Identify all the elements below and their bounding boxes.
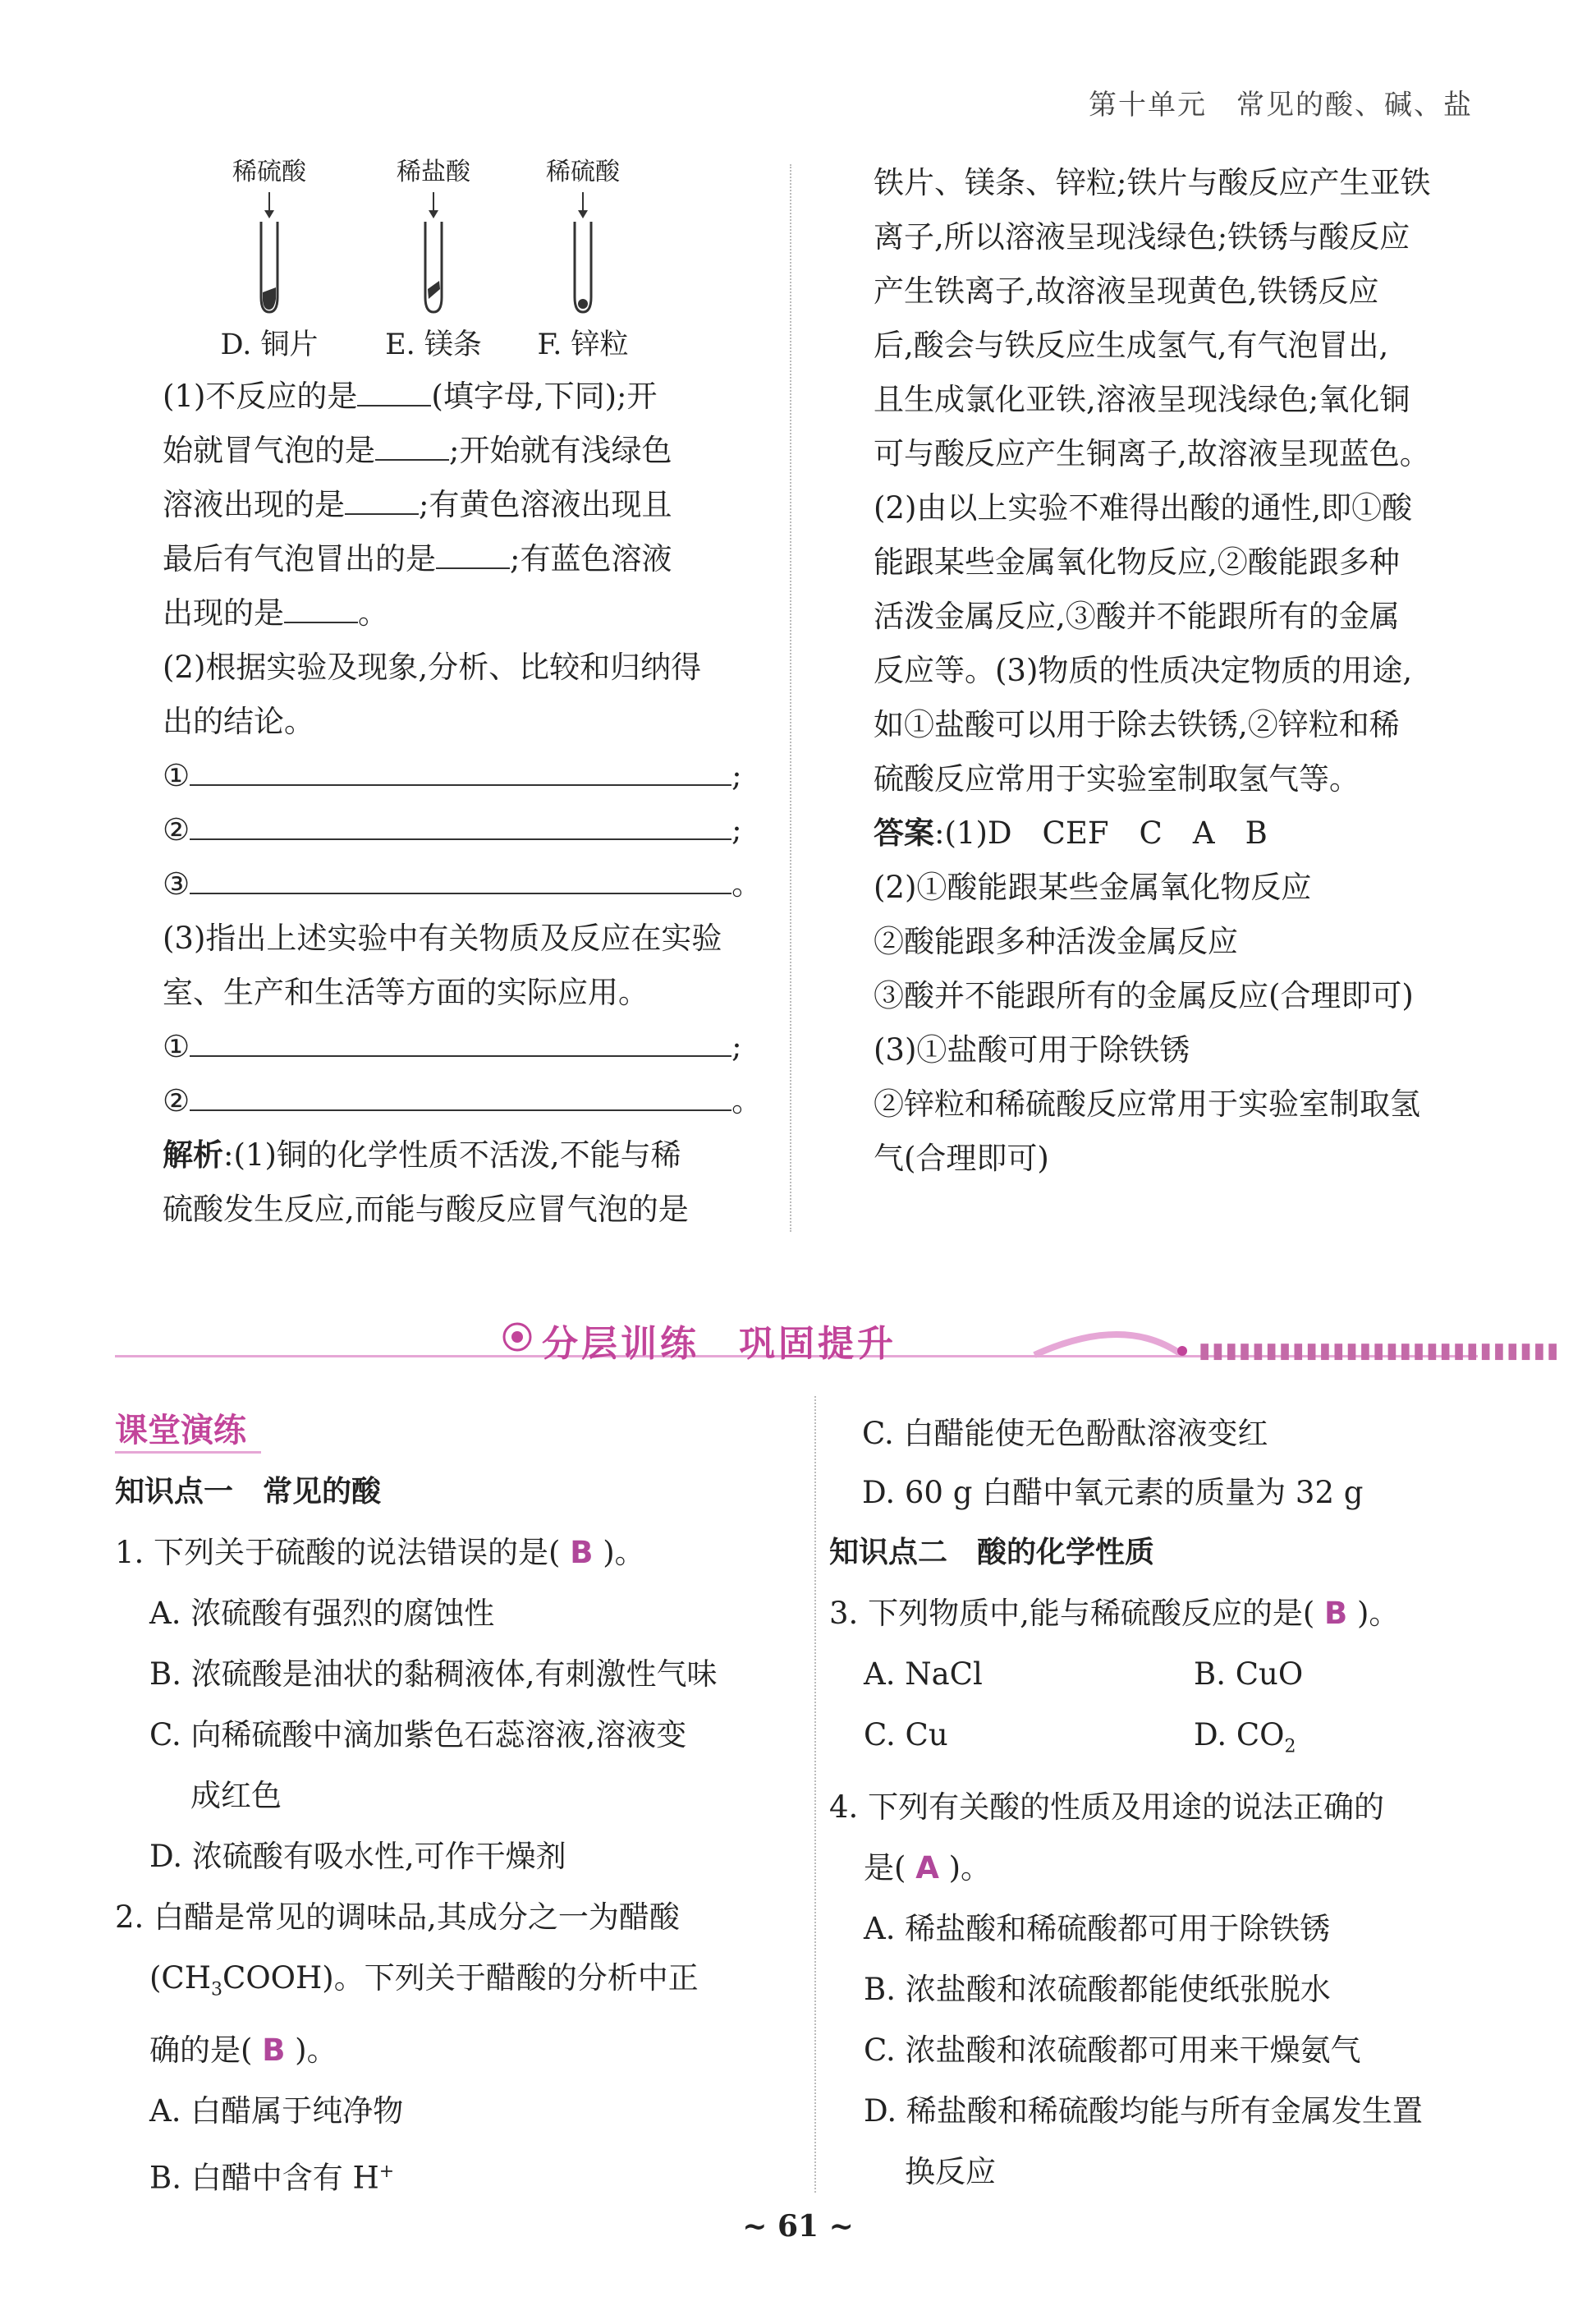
option: D. 浓硫酸有吸水性,可作干燥剂 — [149, 1839, 566, 1874]
target-icon — [501, 1321, 534, 1353]
tube-caption: F. 锌粒 — [537, 328, 629, 361]
tube-d — [204, 156, 335, 361]
text-line: 溶液出现的是 ;有黄色溶液出现且 — [163, 487, 672, 522]
application-line: ① ; — [163, 1029, 742, 1064]
answer-blank[interactable] — [345, 489, 419, 515]
analysis-line: 且生成氯化亚铁,溶液呈现浅绿色;氧化铜 — [874, 382, 1410, 417]
question-4-line: 是( A )。 — [864, 1850, 992, 1886]
sub-section-heading: 课堂演练 — [115, 1404, 261, 1454]
option: A. 白醋属于纯净物 — [149, 2093, 404, 2129]
answer-line: ②酸能跟多种活泼金属反应 — [874, 924, 1238, 959]
text-line: (2)根据实验及现象,分析、比较和归纳得 — [163, 650, 702, 685]
option: A. NaCl — [864, 1656, 983, 1692]
options-row — [829, 1644, 1502, 1705]
column-divider — [790, 164, 791, 1232]
option: D. 60 g 白醋中氧元素的质量为 32 g — [862, 1475, 1364, 1510]
answer-line[interactable] — [190, 814, 732, 840]
analysis-line: 产生铁离子,故溶液呈现黄色,铁锈反应 — [874, 273, 1379, 309]
question-2-line: $(CH_3COOH)$。下列关于醋酸的分析中正 — [149, 1960, 699, 2000]
right-column-bottom — [829, 1404, 1502, 2202]
options-row — [829, 1705, 1502, 1777]
option: D. $CO_2$ — [1194, 1717, 1296, 1757]
option-continuation: 换反应 — [905, 2154, 996, 2190]
option: A. 稀盐酸和稀硫酸都可用于除铁锈 — [864, 1911, 1331, 1947]
knowledge-point-heading: 知识点一 常见的酸 — [115, 1475, 382, 1509]
analysis-line: 如①盐酸可以用于除去铁锈,②锌粒和稀 — [874, 707, 1400, 742]
text-line: (1)不反应的是 (填字母,下同);开 — [163, 379, 658, 414]
test-tube-icon — [253, 192, 286, 315]
analysis-label: 解析 — [163, 1137, 223, 1173]
answer-label: 答案 — [874, 815, 934, 851]
tube-f — [517, 156, 649, 361]
analysis-line: 反应等。(3)物质的性质决定物质的用途, — [874, 653, 1413, 688]
option-continuation: 成红色 — [190, 1778, 282, 1813]
answer-line[interactable] — [190, 1085, 732, 1111]
option: D. 稀盐酸和稀硫酸均能与所有金属发生置 — [864, 2093, 1423, 2129]
question-3: 3. 下列物质中,能与稀硫酸反应的是( B )。 — [829, 1596, 1400, 1631]
conclusion-line: ① ; — [163, 758, 742, 793]
test-tube-figure — [163, 156, 770, 370]
acid-label: 稀硫酸 — [546, 158, 620, 186]
answer-blank[interactable] — [357, 380, 431, 407]
option: A. 浓硫酸有强烈的腐蚀性 — [149, 1596, 495, 1631]
conclusion-line: ③ 。 — [163, 866, 763, 902]
answer-line[interactable] — [190, 868, 732, 894]
tube-e — [368, 156, 499, 361]
answer-line[interactable] — [190, 1031, 732, 1057]
column-divider — [814, 1396, 816, 2193]
analysis-line: 铁片、镁条、锌粒;铁片与酸反应产生亚铁 — [874, 165, 1431, 200]
page-number: ~ 61 ~ — [742, 2209, 854, 2244]
left-column-top — [163, 156, 770, 1237]
swoosh-decoration — [1026, 1306, 1190, 1363]
left-column-bottom — [115, 1404, 788, 2209]
text-line: 最后有气泡冒出的是 ;有蓝色溶液 — [163, 541, 672, 576]
question-4: 4. 下列有关酸的性质及用途的说法正确的 — [829, 1789, 1385, 1826]
answer-line: ②锌粒和稀硫酸反应常用于实验室制取氢 — [874, 1086, 1420, 1122]
conclusion-line: ② ; — [163, 812, 742, 847]
analysis-line: 可与酸反应产生铜离子,故溶液呈现蓝色。 — [874, 436, 1430, 471]
question-1: 1. 下列关于硫酸的说法错误的是( B )。 — [115, 1535, 645, 1570]
answer-line: 气(合理即可) — [874, 1141, 1049, 1176]
text-line: 出的结论。 — [163, 704, 314, 739]
test-tube-icon — [417, 192, 450, 315]
banner-title: 分层训练 巩固提升 — [542, 1323, 897, 1365]
answer-line[interactable] — [190, 760, 732, 786]
answer-mark: B — [1324, 1596, 1348, 1631]
running-header: 第十单元 常见的酸、碱、盐 — [1089, 89, 1473, 122]
analysis-line: 硫酸发生反应,而能与酸反应冒气泡的是 — [163, 1192, 689, 1227]
analysis-line: 解析:(1)铜的化学性质不活泼,不能与稀 — [163, 1137, 681, 1173]
option: B. 白醋中含有 H+ — [149, 2160, 395, 2196]
option: C. 向稀硫酸中滴加紫色石蕊溶液,溶液变 — [149, 1717, 687, 1752]
acid-label: 稀硫酸 — [232, 158, 306, 186]
answer-line: ③酸并不能跟所有的金属反应(合理即可) — [874, 978, 1414, 1013]
answer-line: 答案:(1)D CEF C A B — [874, 815, 1268, 851]
text-line: 出现的是 。 — [163, 595, 388, 631]
text-line: 始就冒气泡的是 ;开始就有浅绿色 — [163, 433, 672, 468]
analysis-line: 活泼金属反应,③酸并不能跟所有的金属 — [874, 599, 1400, 634]
option: B. 浓硫酸是油状的黏稠液体,有刺激性气味 — [149, 1656, 718, 1692]
knowledge-point-heading: 知识点二 酸的化学性质 — [829, 1536, 1155, 1569]
option: B. CuO — [1194, 1656, 1304, 1692]
answer-mark: B — [570, 1535, 594, 1570]
analysis-line: 硫酸反应常用于实验室制取氢气等。 — [874, 761, 1360, 797]
right-column-top — [874, 156, 1481, 1186]
option: C. 白醋能使无色酚酞溶液变红 — [862, 1416, 1268, 1451]
tube-caption: D. 铜片 — [220, 328, 319, 361]
answer-blank[interactable] — [436, 543, 510, 569]
test-tube-icon — [566, 192, 599, 315]
answer-line: (2)①酸能跟某些金属氧化物反应 — [874, 870, 1312, 905]
acid-label: 稀盐酸 — [397, 158, 470, 186]
analysis-line: 能跟某些金属氧化物反应,②酸能跟多种 — [874, 544, 1400, 580]
analysis-line: 后,酸会与铁反应生成氢气,有气泡冒出, — [874, 328, 1389, 363]
banner-dots-decoration: ▮▮▮▮▮▮▮▮▮▮▮▮▮▮▮▮▮▮▮▮▮▮▮▮▮▮▮ — [1199, 1339, 1561, 1363]
question-2-line: 确的是( B )。 — [149, 2033, 337, 2069]
question-2: 2. 白醋是常见的调味品,其成分之一为醋酸 — [115, 1899, 680, 1935]
section-banner — [115, 1306, 1561, 1371]
option: B. 浓盐酸和浓硫酸都能使纸张脱水 — [864, 1972, 1331, 2008]
analysis-line: (2)由以上实验不难得出酸的通性,即①酸 — [874, 490, 1413, 526]
option: C. Cu — [864, 1717, 948, 1752]
application-line: ② 。 — [163, 1083, 763, 1118]
answer-mark: B — [262, 2033, 286, 2069]
answer-mark: A — [915, 1850, 939, 1886]
text-line: 室、生产和生活等方面的实际应用。 — [163, 975, 649, 1010]
text-line: (3)指出上述实验中有关物质及反应在实验 — [163, 921, 722, 956]
answer-line: (3)①盐酸可用于除铁锈 — [874, 1032, 1190, 1068]
answer-blank[interactable] — [284, 597, 358, 623]
analysis-line: 离子,所以溶液呈现浅绿色;铁锈与酸反应 — [874, 219, 1410, 255]
answer-blank[interactable] — [375, 434, 449, 461]
option: C. 浓盐酸和浓硫酸都可用来干燥氨气 — [864, 2033, 1361, 2069]
tube-caption: E. 镁条 — [385, 328, 482, 361]
